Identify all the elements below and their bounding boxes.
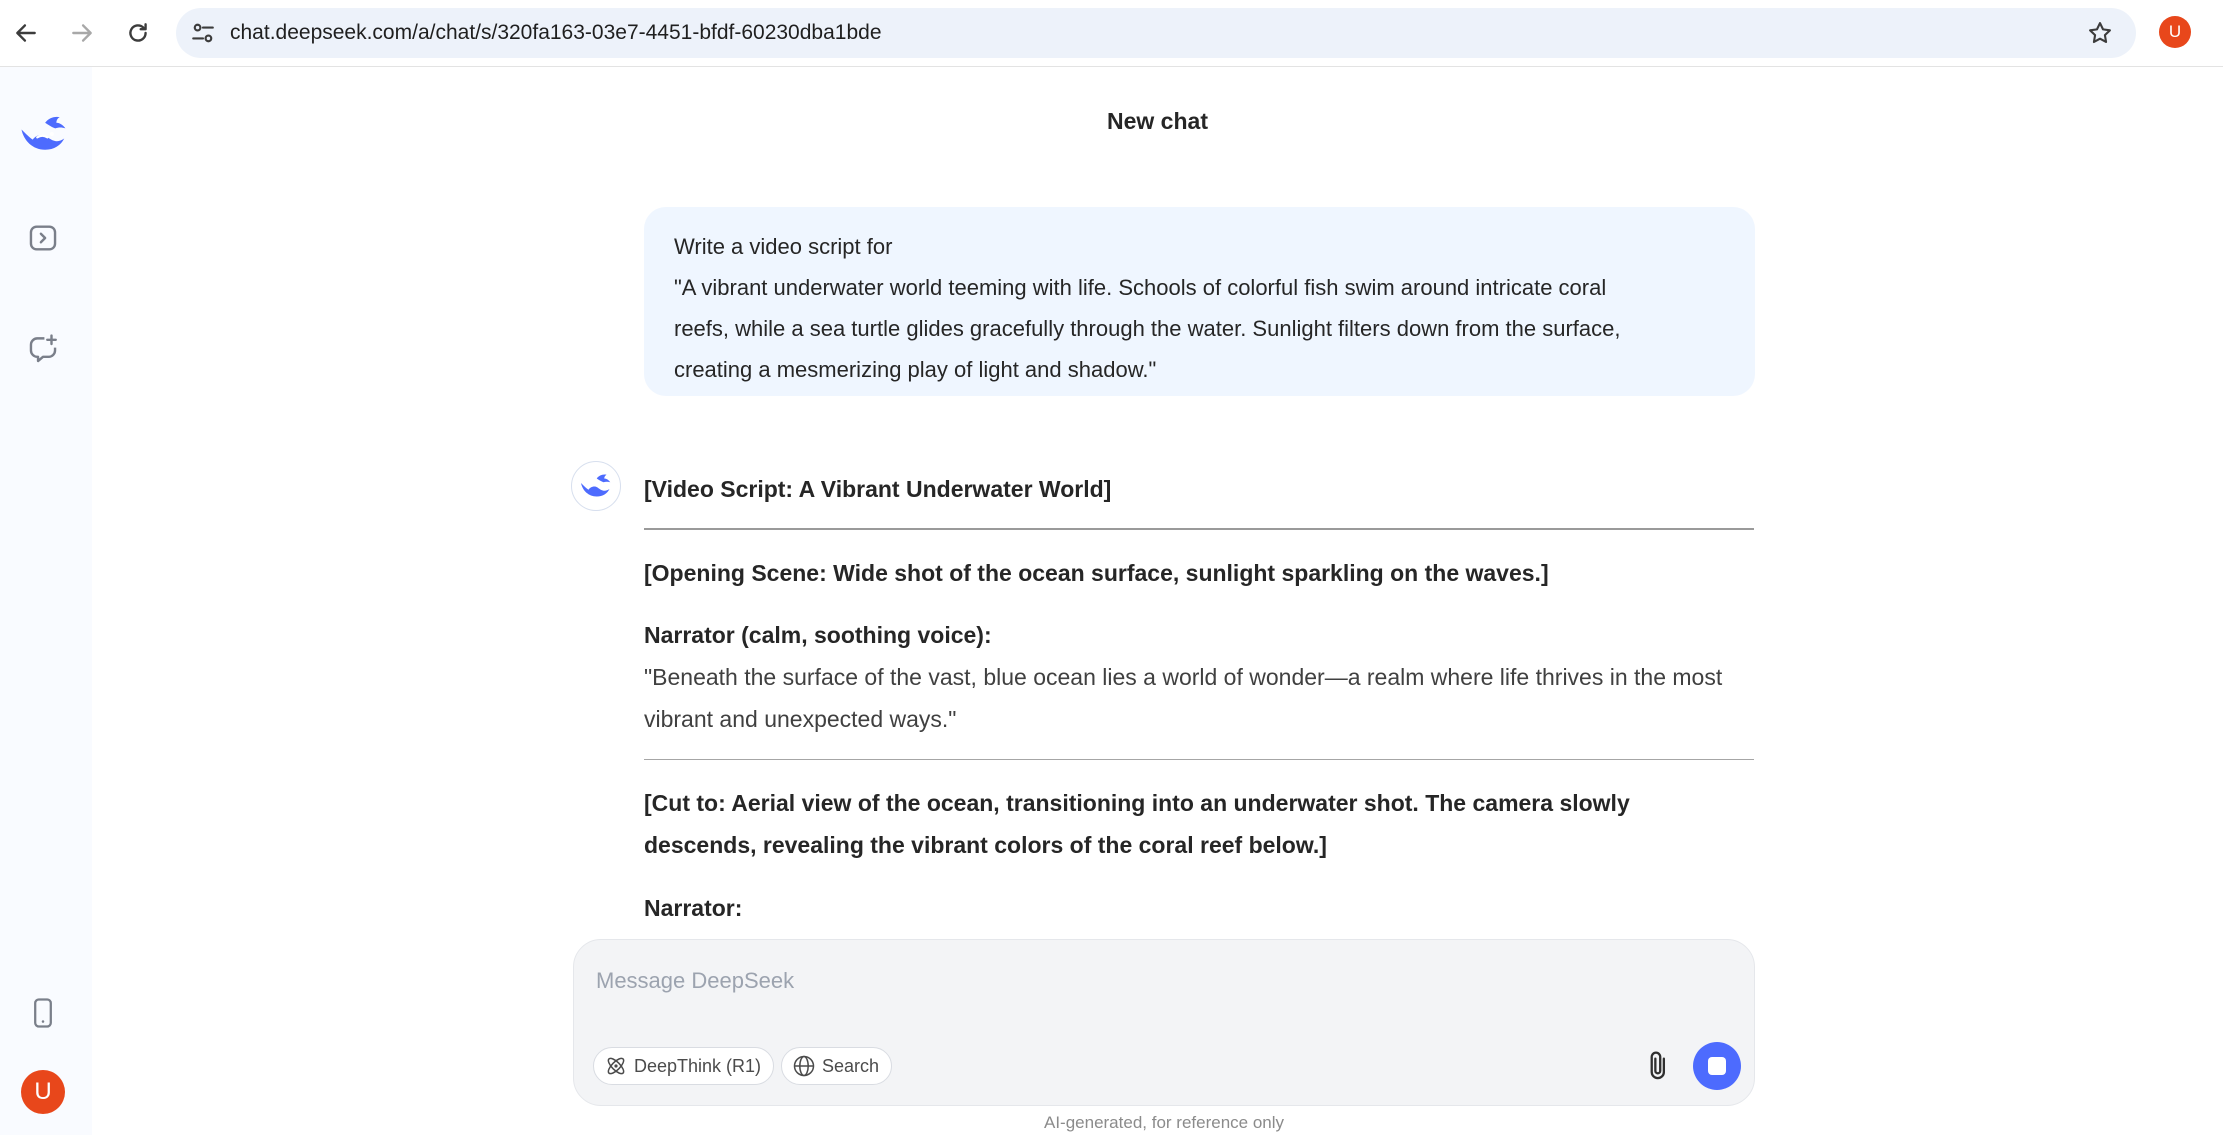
- divider: [644, 528, 1754, 530]
- user-avatar[interactable]: U: [21, 1070, 65, 1114]
- message-input[interactable]: [594, 960, 1698, 1002]
- address-bar[interactable]: [176, 8, 2136, 58]
- deepthink-label: DeepThink (R1): [634, 1055, 762, 1076]
- chat-title: New chat: [1107, 108, 1208, 134]
- phone-icon: [26, 996, 60, 1030]
- tune-icon[interactable]: [190, 20, 216, 46]
- url-text[interactable]: chat.deepseek.com/a/chat/s/320fa163-03e7-4451-bfdf-60230dba1bde: [230, 21, 882, 44]
- logo[interactable]: [16, 106, 72, 162]
- deepseek-whale-icon: [17, 107, 71, 161]
- disclaimer: AI-generated, for reference only: [1043, 1113, 1285, 1132]
- new-chat-button[interactable]: [20, 326, 66, 372]
- user-message-line: creating a mesmerizing play of light and shadow.": [674, 357, 1157, 382]
- narrator-label: Narrator (calm, soothing voice):: [644, 622, 992, 648]
- forward-button[interactable]: [64, 15, 100, 51]
- narrator-text: vibrant and unexpected ways.": [644, 706, 957, 732]
- stop-icon: [1708, 1057, 1726, 1075]
- sidebar-toggle-button[interactable]: [20, 215, 66, 261]
- browser-profile-avatar[interactable]: U: [2159, 16, 2191, 48]
- paperclip-icon: [1644, 1049, 1674, 1083]
- sidebar-toggle-icon: [26, 221, 60, 255]
- mobile-app-button[interactable]: [20, 990, 66, 1036]
- script-title: [Video Script: A Vibrant Underwater World]: [644, 476, 1112, 502]
- user-message: [644, 207, 1755, 396]
- reload-button[interactable]: [120, 15, 156, 51]
- search-toggle[interactable]: [781, 1047, 892, 1085]
- search-label: Search: [822, 1055, 880, 1076]
- arrow-right-icon: [69, 20, 95, 46]
- message-composer: [573, 939, 1755, 1106]
- deepthink-toggle[interactable]: [593, 1047, 774, 1085]
- arrow-left-icon: [13, 20, 39, 46]
- star-icon[interactable]: [2086, 19, 2114, 47]
- atom-icon: [604, 1054, 628, 1078]
- reload-icon: [125, 20, 151, 46]
- globe-icon: [792, 1054, 816, 1078]
- narrator-text: "Beneath the surface of the vast, blue ocean lies a world of wonder—a realm where life thrives in the most: [644, 664, 1723, 690]
- narrator-label: Narrator:: [644, 895, 743, 921]
- back-button[interactable]: [8, 15, 44, 51]
- deepseek-whale-icon: [578, 468, 614, 504]
- sidebar: [0, 67, 92, 1135]
- user-message-line: reefs, while a sea turtle glides gracefully through the water. Sunlight filters down from the surface,: [674, 316, 1621, 341]
- divider: [644, 759, 1754, 760]
- cut-to-scene: [Cut to: Aerial view of the ocean, transitioning into an underwater shot. The camera slowly: [644, 790, 1630, 816]
- assistant-avatar: [571, 461, 621, 511]
- user-message-line: "A vibrant underwater world teeming with life. Schools of colorful fish swim around intricate coral: [674, 275, 1607, 300]
- opening-scene: [Opening Scene: Wide shot of the ocean surface, sunlight sparkling on the waves.]: [644, 560, 1549, 586]
- attach-button[interactable]: [1639, 1044, 1679, 1088]
- stop-generation-button[interactable]: [1693, 1042, 1741, 1090]
- browser-toolbar: [0, 0, 2223, 67]
- new-chat-icon: [26, 332, 60, 366]
- user-message-line: Write a video script for: [674, 234, 893, 259]
- cut-to-scene: descends, revealing the vibrant colors of the coral reef below.]: [644, 832, 1327, 858]
